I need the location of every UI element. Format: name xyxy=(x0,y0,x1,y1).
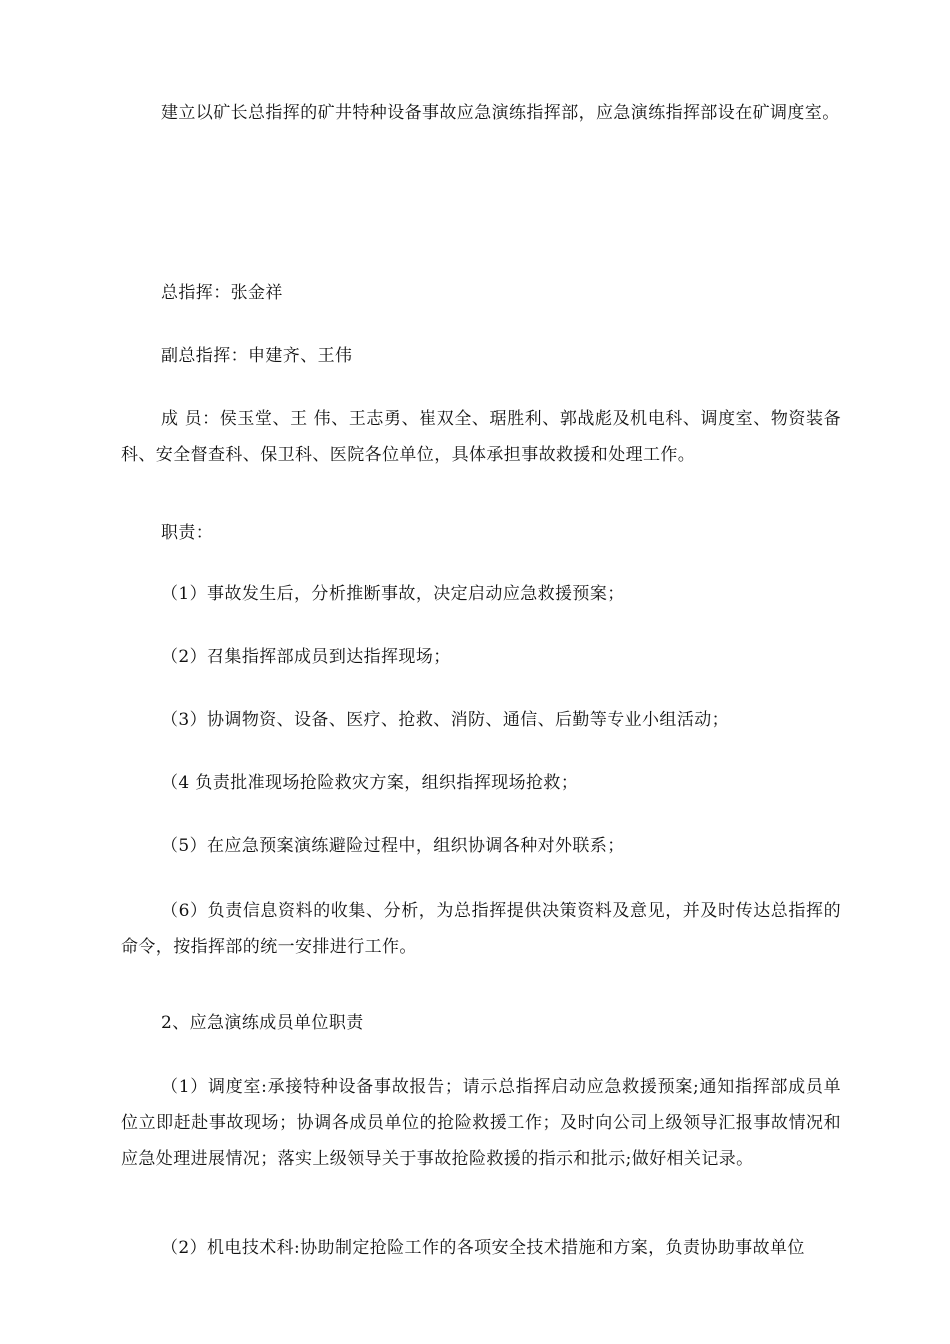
paragraph-duty-1: （1）事故发生后，分析推断事故，决定启动应急救援预案； xyxy=(161,584,625,604)
paragraph-duty-3: （3）协调物资、设备、医疗、抢救、消防、通信、后勤等专业小组活动； xyxy=(161,710,730,730)
paragraph-members: 成 员：侯玉堂、王 伟、王志勇、崔双全、琚胜利、郭战彪及机电科、调度室、物资装备科、安全督查科、保卫科、医院各位单位，具体承担事故救援和处理工作。 xyxy=(121,409,841,465)
paragraph-duty-5: （5）在应急预案演练避险过程中，组织协调各种对外联系； xyxy=(161,836,625,856)
paragraph-mechanical-tech-dept: （2）机电技术科:协助制定抢险工作的各项安全技术措施和方案，负责协助事故单位 xyxy=(161,1238,805,1258)
paragraph-chief-commander: 总指挥：张金祥 xyxy=(161,283,283,303)
paragraph-duty-4: （4 负责批准现场抢险救灾方案，组织指挥现场抢救； xyxy=(161,773,579,793)
paragraph-duty-2: （2）召集指挥部成员到达指挥现场； xyxy=(161,647,451,667)
paragraph-dispatch-room: （1）调度室:承接特种设备事故报告；请示总指挥启动应急救援预案;通知指挥部成员单位立即赶赴事故现场；协调各成员单位的抢险救援工作；及时向公司上级领导汇报事故情况和应急处理进展情况；落实上级领导关于事故抢险救援的指示和批示;做好相关记录。 xyxy=(121,1077,841,1169)
paragraph-deputy-commander: 副总指挥：申建齐、王伟 xyxy=(161,346,353,366)
paragraph-duties-heading: 职责： xyxy=(161,523,214,543)
paragraph-command-setup: 建立以矿长总指挥的矿井特种设备事故应急演练指挥部，应急演练指挥部设在矿调度室。 xyxy=(161,103,840,123)
paragraph-duty-6: （6）负责信息资料的收集、分析，为总指挥提供决策资料及意见，并及时传达总指挥的命令，按指挥部的统一安排进行工作。 xyxy=(121,901,841,957)
section-heading-member-duties: 2、应急演练成员单位职责 xyxy=(161,1013,364,1033)
